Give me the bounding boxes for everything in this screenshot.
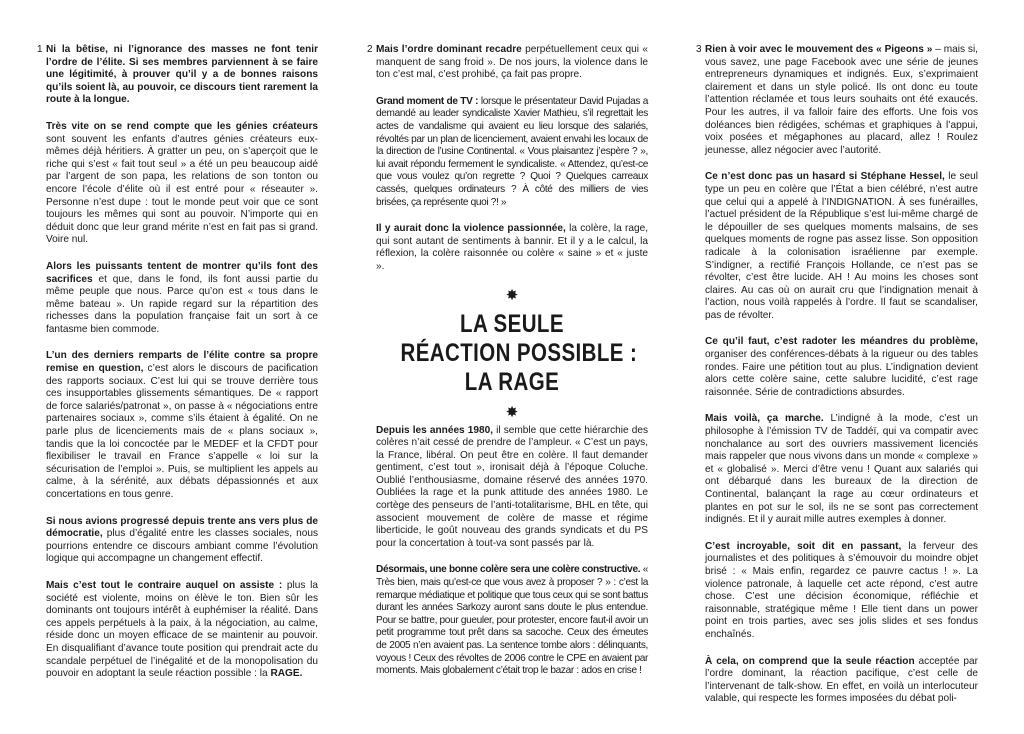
- paragraph-body: organiser des conférences-débats à la rigueur ou des tables rondes. Faire une pétition tout au plus. L’indignation devient alors cette colère saine, cette salubre lucidité, c’est rage raisonnée. Série de contradictions absurdes.: [705, 349, 978, 398]
- headline-line: RÉACTION POSSIBLE :: [400, 338, 638, 367]
- paragraph: [46, 516, 318, 566]
- headline-line: LA RAGE: [464, 367, 560, 396]
- paragraph-lead: Si nous avions progressé depuis trente ans vers plus de démocratie,: [46, 515, 318, 540]
- paragraph-lead: Il y aurait donc la violence passionnée,: [376, 223, 566, 235]
- paragraph-body: acceptée par l’ordre dominant, la réaction pacifique, c’est celle de l’intervenant de talk-show. En effet, en voilà un interlocuteur valable, qui respecte les formes imposées du débat poli-: [705, 655, 979, 705]
- paragraph-lead: À cela, on comprend que la seule réaction: [705, 655, 915, 667]
- paragraph: [705, 541, 978, 642]
- paragraph-lead: C’est incroyable, soit dit en passant,: [705, 540, 902, 552]
- paragraph-lead: Ce n’est donc pas un hasard si Stéphane Hessel,: [705, 171, 945, 183]
- paragraph-lead: Alors les puissants tentent de montrer qu’ils font des sacrifices: [46, 260, 318, 285]
- paragraph: [46, 350, 318, 501]
- column-3: [705, 44, 978, 720]
- paragraph-body: L’indigné à la mode, c’est un philosophe à l’émission TV de Taddéï, qui va compatir avec nonchalance au sort des ouvriers massivement licenciés mais rappeler que nous vivons dans un monde « complexe » et « globalisé ». Merci d’être venu ! Quant aux salariés qui ont débarqué dans les bureaux de la direction de Continental, balançant la rage au cœur ordinateurs et plantes en pot sur le sol, ils ne se sont pas correctement indignés. Et il y aurait mille autres exemples à donner.: [705, 413, 978, 526]
- paragraph: [46, 580, 318, 681]
- paragraph-body: la ferveur des journalistes et des politiques à s’émouvoir du moindre objet brisé : « Mais enfin, regardez ce pauvre cactus ! ». La violence patronale, à laquelle cet acte répond, c’est autre chose. C’est une décision économique, réfléchie et raisonnable, stratégique même ! Elle tient dans un power point en trois parties, avec ses jolis slides et ses fondus enchaînés.: [705, 540, 978, 640]
- section-headline: [400, 309, 638, 397]
- paragraph-body: plus d’égalité entre les classes sociales, nous pourrions entendre ce discours ambiant comme l’évolution logique qui accompagne un changement effectif.: [46, 528, 318, 565]
- page-number-3: 3: [696, 44, 702, 55]
- paragraph-lead: Depuis les années 1980,: [376, 424, 494, 436]
- headline-line: LA SEULE: [460, 309, 564, 338]
- paragraph: [46, 44, 318, 107]
- paragraph-body: et que, dans le fond, ils font aussi partie du même peuple que nous. Parce qu’on est « tous dans le même bateau ». Un rapide regard sur la répartition des richesses dans la population française fait un sort à ce fantasme bien commode.: [46, 273, 318, 335]
- paragraph: [376, 564, 648, 677]
- paragraph-tail: RAGE.: [270, 668, 303, 680]
- paragraph-lead: Mais l’ordre dominant recadre: [376, 44, 522, 55]
- paragraph-lead: Rien à voir avec le mouvement des « Pigeons »: [705, 44, 933, 55]
- paragraph-body: plus la société est violente, moins on élève le ton. Bien sûr les dominants ont toujours intérêt à euphémiser la réalité. Dans ces appels perpétuels à la paix, à la négociation, au calme, réside donc un moyen efficace de se maintenir au pouvoir. En disqualifiant d’avance toute position qui prendrait acte du scandale perpétuel de l’inégalité et de la monopolisation du pouvoir en adoptant la seule réaction possible : la: [46, 579, 318, 680]
- ornament-star-icon: ✸: [505, 403, 519, 421]
- paragraph-lead: Très vite on se rend compte que les génies créateurs: [46, 120, 318, 132]
- paragraph-body: c’est alors le discours de pacification des rapports sociaux. C’est lui qui se trouve derrière tous ces insupportables glissements sémantiques. De « rapport de force salariés/patronat », on passe à « négociations entre partenaires sociaux », comme s’ils étaient à égalité. On ne parle plus de licenciements mais de « plans sociaux », tandis que la loi concoctée par le MEDEF et la CFDT pour flexibiliser le travail en France s’appelle « loi sur la sécurisation de l’emploi ». Puis, se multiplient les appels au calme, à la sérénité, aux débats dépassionnés et aux concertations en tous genre.: [46, 363, 318, 500]
- column-2: [376, 44, 648, 692]
- paragraph: [46, 121, 318, 247]
- paragraph: [376, 425, 648, 551]
- paragraph: [376, 223, 648, 273]
- paragraph-body: « Très bien, mais qu’est-ce que vous avez à proposer ? » : c’est la remarque médiatique et politique que tous ceux qui se sont battus durant les années Sarkozy auront sans doute le plus entendue. Pour se battre, pour gueuler, pour protester, encore faut-il avoir un petit programme tout prêt dans sa sacoche. Ceux des émeutes de 2005 n’en avaient pas. La sentence tombe alors : délinquants, voyous ! Ceux des révoltes de 2006 contre le CPE en avaient par moments. Mais globalement c’était trop le bazar : ados en crise !: [376, 564, 649, 677]
- paragraph-lead: Mais voilà, ça marche.: [705, 413, 824, 425]
- paragraph: [46, 261, 318, 337]
- paragraph-body: perpétuellement ceux qui « manquent de sang froid ». De nos jours, la violence dans le ton c’est mal, c’est prohibé, ça fait pas propre.: [376, 44, 648, 81]
- paragraph: [705, 336, 978, 399]
- paragraph-body: le seul type un peu en colère que l’État a bien célébré, n’est autre que celui qui a appelé à l’INDIGNATION. À ses funérailles, l’actuel président de la République s’est lui-même chargé de le dépouiller de ses quelques moments malsains, de ses quelques moments de rogne pas assez lisse. Son opposition radicale à la colonisation israélienne par exemple. S’indigner, a rectifié François Hollande, ce n’est pas se révolter, c’est être lucide. AH ! Au moins les choses sont claires. Au cas où on aurait cru que l’indignation menait à l’action, nous voilà rappelés à l’ordre. Il faut se scandaliser, pas de révolter.: [705, 171, 978, 321]
- page-number-2: 2: [367, 44, 373, 55]
- paragraph-lead: Ce qu’il faut, c’est radoter les méandres du problème,: [705, 336, 978, 348]
- paragraph: [705, 171, 978, 322]
- paragraph-lead: Désormais, une bonne colère sera une colère constructive.: [376, 564, 641, 576]
- ornament-star-icon: ✸: [505, 286, 519, 304]
- paragraph-lead: L’un des derniers remparts de l’élite contre sa propre remise en question,: [46, 350, 318, 375]
- paragraph-body: – mais si, vous savez, une page Facebook avec une série de jeunes entrepreneurs dynamiques et indignés. Eux, s’exprimaient clairement et dans un style policé. Ils ont donc eu toute l’attention réclamée et tous leurs souhaits ont été exaucés. Pour les autres, il va falloir faire des efforts. Une fois vos doléances bien rédigées, schémas et graphiques à l’appui, voix posées et mégaphones au placard, allez ! Roulez jeunesse, allez négocier avec l’autorité.: [705, 44, 978, 156]
- paragraph-lead: Ni la bêtise, ni l’ignorance des masses ne font tenir l’ordre de l’élite. Si ses membres parviennent à se faire une légitimité, à prouver qu’il y a de bonnes raisons qu’ils soient là, au pouvoir, ce discours tient rarement la route à la longue.: [46, 44, 318, 106]
- paragraph-body: lorsque le présentateur David Pujadas a demandé au leader syndicaliste Xavier Mathieu, s’il regrettait les actes de vandalisme qui avaient eu lieu lorsque des salariés, révoltés par un plan de licenciement, avaient envahi les locaux de la direction de l’usine Continental. « Vous plaisantez j’espère ? », lui avait répondu fermement le syndicaliste. « Attendez, qu’est-ce que vous voulez qu’on regrette ? Quoi ? Quelques carreaux cassés, quelques ordinateurs ? À côté des milliers de vies brisées, ça représente quoi ?! »: [376, 95, 648, 208]
- paragraph: [705, 656, 978, 706]
- paragraph: [376, 44, 648, 82]
- column-1: [46, 44, 318, 695]
- paragraph-body: il semble que cette hiérarchie des colères n’ait cessé de prendre de l’ampleur. « C’est un pays, la France, libéral. On peut être en colère. Il faut demander gentiment, c’est tout », ironisait déjà à l’époque Coluche. Oublié l’enthousiasme, domaine réservé des années 1970. Oubliées la rage et la punk attitude des années 1980. Le cortège des penseurs de l’anti-totalitarisme, BHL en tête, qui associent mouvement de colère de masse et régime liberticide, le goût nouveau des grands syndicats et du PS pour la concertation à tout-va sont passés par là.: [376, 424, 648, 549]
- page-number-1: 1: [37, 44, 43, 55]
- paragraph: [705, 413, 978, 526]
- paragraph-lead: Grand moment de TV :: [376, 95, 479, 107]
- paragraph: [376, 96, 648, 209]
- paragraph-body: sont souvent les enfants d’autres génies créateurs eux-mêmes déjà héritiers. À gratter un peu, on s’aperçoit que le riche qui s’est « fait tout seul » a été un peu beaucoup aidé par l’argent de son papa, les relations de son tonton ou encore l’école d’élite où il est entré pour « réseauter ». Personne n’est dupe : tout le monde peut voir que ce sont toujours les mêmes qui sont au pouvoir. N’importe qui en déduit donc que leur grand mérite n’est en fait pas si grand. Voire nul.: [46, 133, 318, 246]
- paragraph: [705, 44, 978, 157]
- paragraph-body: la colère, la rage, qui sont autant de sentiments à bannir. Et il y a le calcul, la réflexion, la colère raisonnée ou colère « saine » et « juste ».: [376, 223, 648, 272]
- paragraph-lead: Mais c’est tout le contraire auquel on assiste :: [46, 579, 283, 591]
